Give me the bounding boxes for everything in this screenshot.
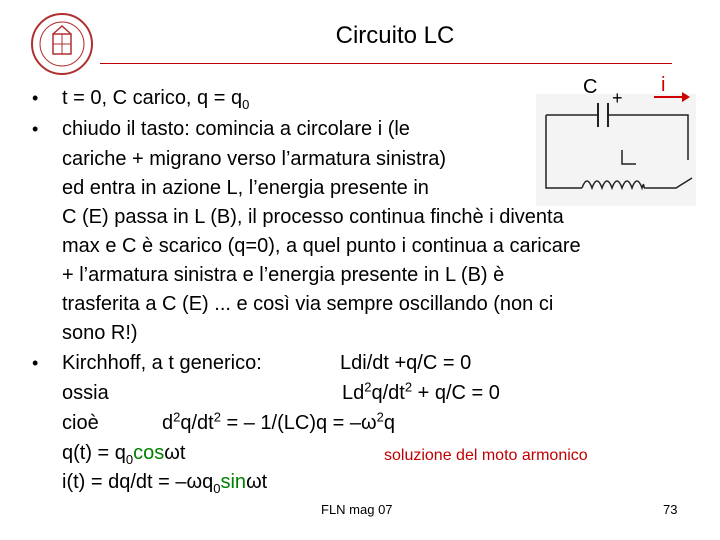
text-line-7: + l’armatura sinistra e l’energia presente in L (B) è <box>62 264 505 286</box>
bullet-2: • <box>32 119 39 139</box>
text-line-3: cariche + migrano verso l’armatura sinistra) <box>62 148 447 170</box>
text-line-5: C (E) passa in L (B), il processo continua finchè i diventa <box>62 206 564 228</box>
slide-title: Circuito LC <box>335 22 455 49</box>
harmonic-solution-note: soluzione del moto armonico <box>384 447 588 464</box>
second-order-equation: $Ld^2q/dt^2 + q/C = 0$ <box>342 379 500 404</box>
kirchhoff-equation: Ldi/dt +q/C = 0 <box>340 352 472 374</box>
text-line-8: trasferita a C (E) ... e così via sempre oscillando (non ci <box>62 293 554 315</box>
current-label: i <box>661 74 666 96</box>
title-divider <box>100 63 672 64</box>
charge-solution: $q(t) = q_0\cos\omega t$ <box>62 442 186 467</box>
current-solution: $i(t) = dq/dt = -\omega q_0\sin\omega t$ <box>62 471 268 496</box>
cioe-label: cioè <box>62 412 99 434</box>
bullet-3: • <box>32 353 39 373</box>
text-line-4: ed entra in azione L, l’energia presente in <box>62 177 429 199</box>
kirchhoff-label: Kirchhoff, a t generico: <box>62 352 262 374</box>
plus-sign-label: + <box>612 88 623 108</box>
footer-course-date: FLN mag 07 <box>321 502 393 517</box>
ossia-label: ossia <box>62 382 109 404</box>
page-number: 73 <box>663 502 678 517</box>
text-line-9: sono R!) <box>62 322 138 344</box>
bullet-1: • <box>32 88 39 108</box>
capacitor-label: C <box>583 76 598 98</box>
harmonic-equation: $d^2q/dt^2$ = – $1/(LC)q = -\omega^2q$ <box>162 409 396 434</box>
text-line-6: max e C è scarico (q=0), a quel punto i continua a caricare <box>62 235 581 257</box>
text-line-1: t = 0, C carico, $q = q_0$ <box>62 87 250 112</box>
text-line-2: chiudo il tasto: comincia a circolare i (le <box>62 118 410 140</box>
